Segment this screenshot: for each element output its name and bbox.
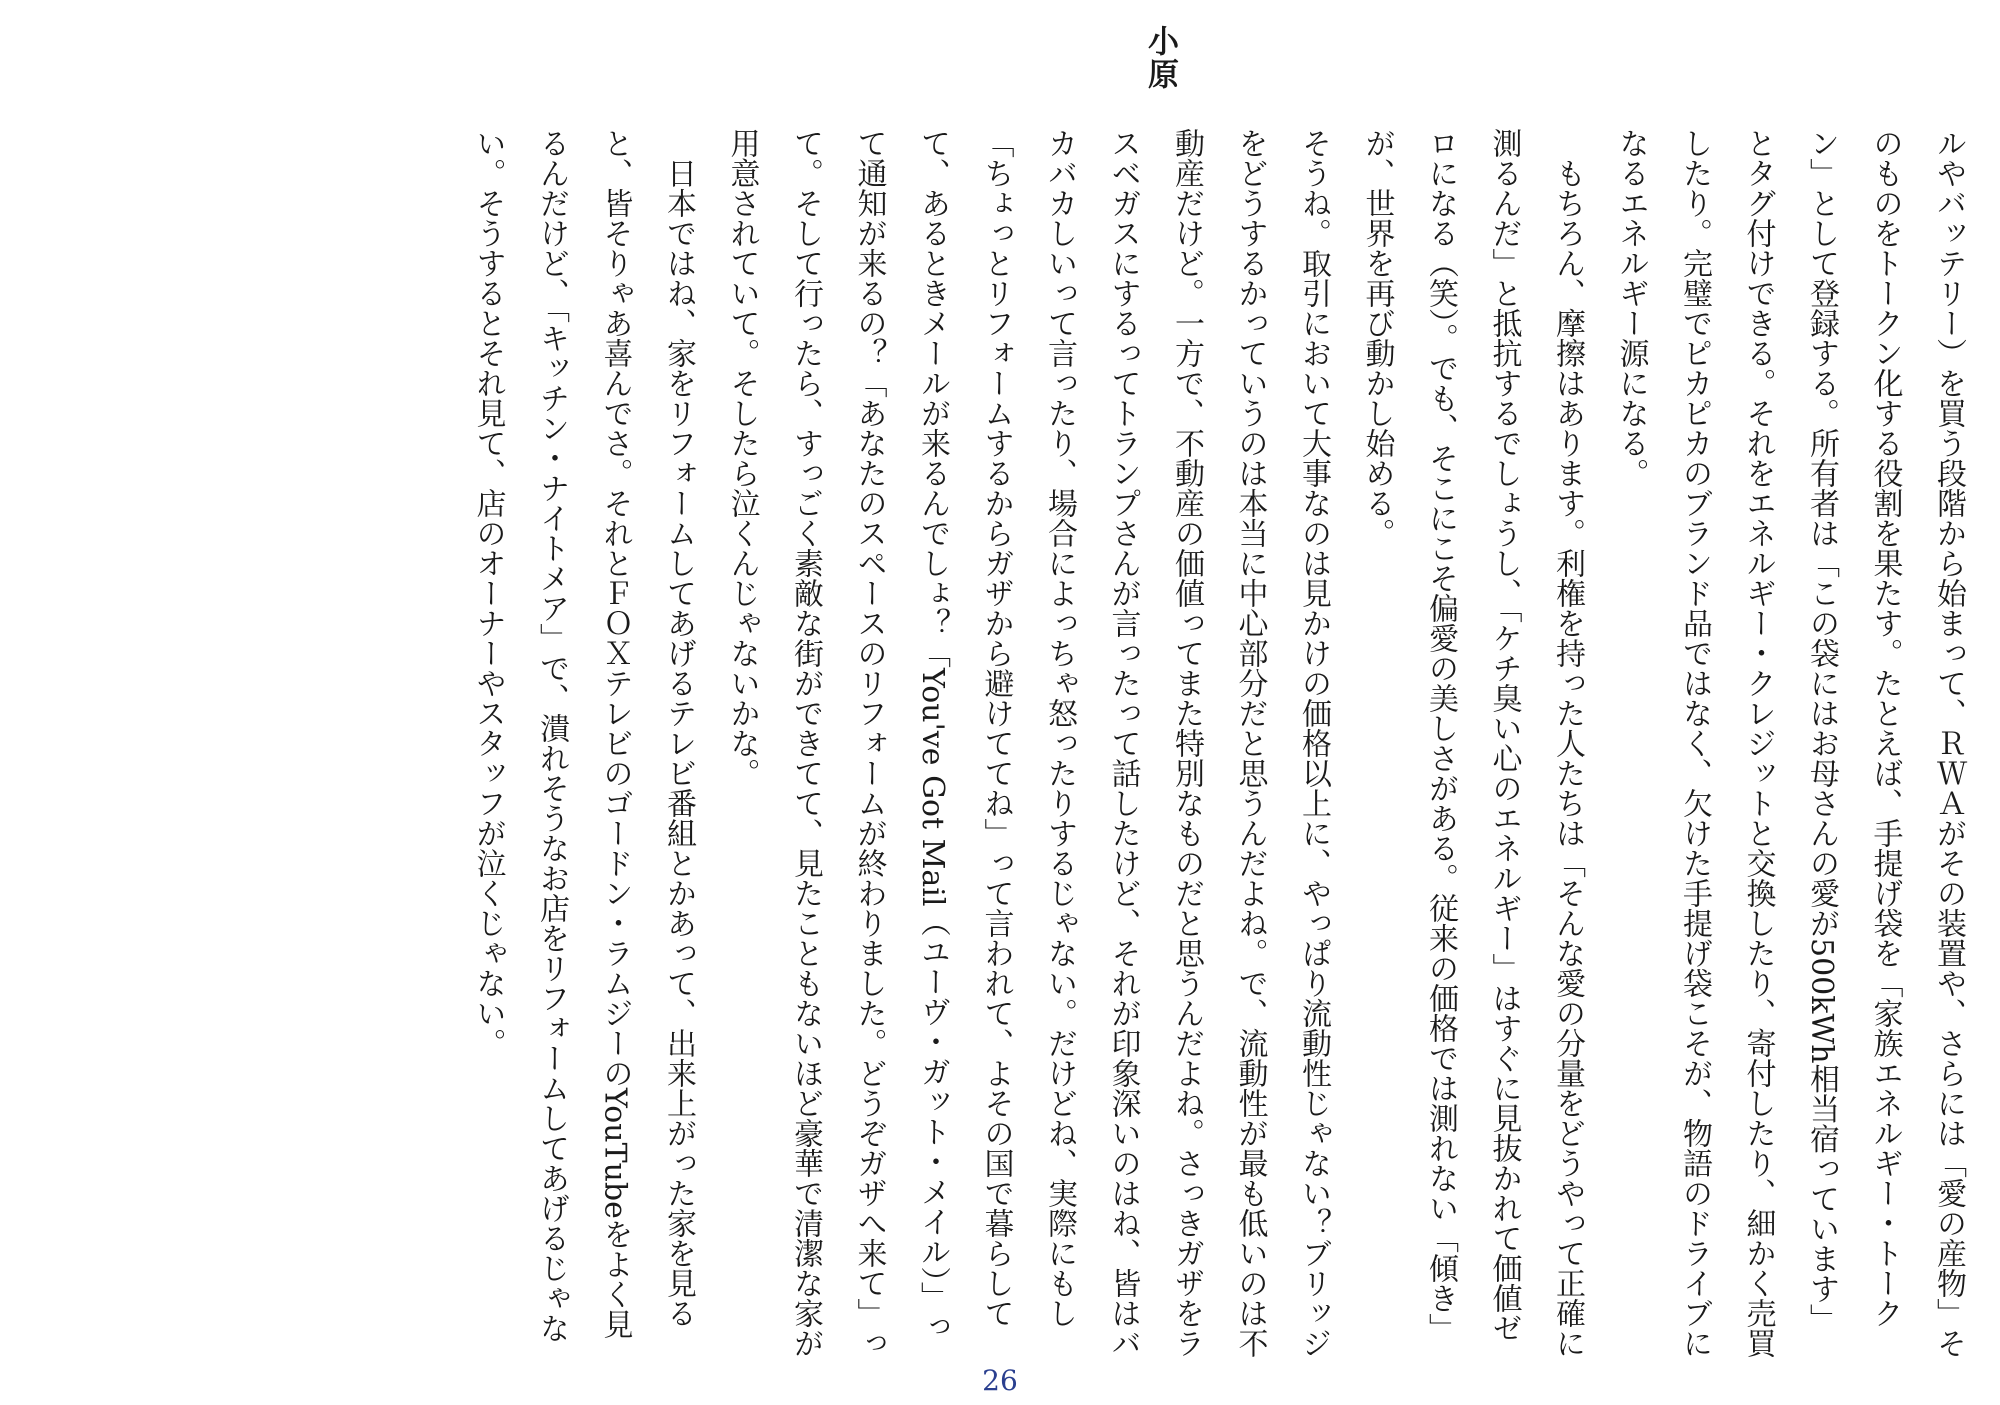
paragraph-4: 日本ではね、家をリフォームしてあげるテレビ番組とかあって、出来上がった家を見ると、皆そりゃあ喜んでさ。それとＦＯＸテレビのゴードン・ラムジーのYouTubeをよく見るんだけど、「キッチン・ナイトメア」で、潰れそうなお店をリフォームしてあげるじゃない。そうするとそれ見て、店のオーナーやスタッフが泣くじゃない。: [470, 128, 696, 1343]
page-number: 26: [982, 1364, 1018, 1397]
paragraph-1: ルやバッテリー）を買う段階から始まって、ＲＷＡがその装置や、さらには「愛の産物」そのものをトークン化する役割を果たす。たとえば、手提げ袋を「家族エネルギー・トークン」として登録する。所有者は「この袋にはお母さんの愛が500kWh相当宿っています」とタグ付けできる。それをエネルギー・クレジットと交換したり、寄付したり、細かく売買したり。完璧でピカピカのブランド品ではなく、欠けた手提げ袋こそが、物語のドライブになるエネルギー源になる。: [1613, 128, 1966, 1358]
body-text: [15, 128, 1980, 1363]
speaker-name: 小原: [1142, 25, 1178, 91]
paragraph-2: もちろん、摩擦はあります。利権を持った人たちは「そんな愛の分量をどうやって正確に測るんだ」と抵抗するでしょうし、「ケチ臭い心のエネルギー」はすぐに見抜かれて価値ゼロになる（笑）。でも、そこにこそ偏愛の美しさがある。従来の価格では測れない「傾き」が、世界を再び動かし始める。: [1359, 128, 1585, 1358]
paragraph-3: そうね。取引において大事なのは見かけの価格以上に、やっぱり流動性じゃない？ブリッジをどうするかっていうのは本当に中心部分だと思うんだよね。で、流動性が最も低いのは不動産だけど。一方で、不動産の価値ってまた特別なものだと思うんだよね。さっきガザをラスベガスにするってトランプさんが言ったって話したけど、それが印象深いのはね、皆はバカバカしいって言ったり、場合によっちゃ怒ったりするじゃない。だけどね、実際にもし「ちょっとリフォームするからガザから避けててね」って言われて、よその国で暮らしてて、あるときメールが来るんでしょ？「You've Got Mail（ユーヴ・ガット・メイル）」って通知が来るの？「あなたのスペースのリフォームが終わりました。どうぞガザへ来て」って。そして行ったら、すっごく素敵な街ができてて、見たこともないほど豪華で清潔な家が用意されていて。そしたら泣くんじゃないかな。: [724, 128, 1331, 1358]
